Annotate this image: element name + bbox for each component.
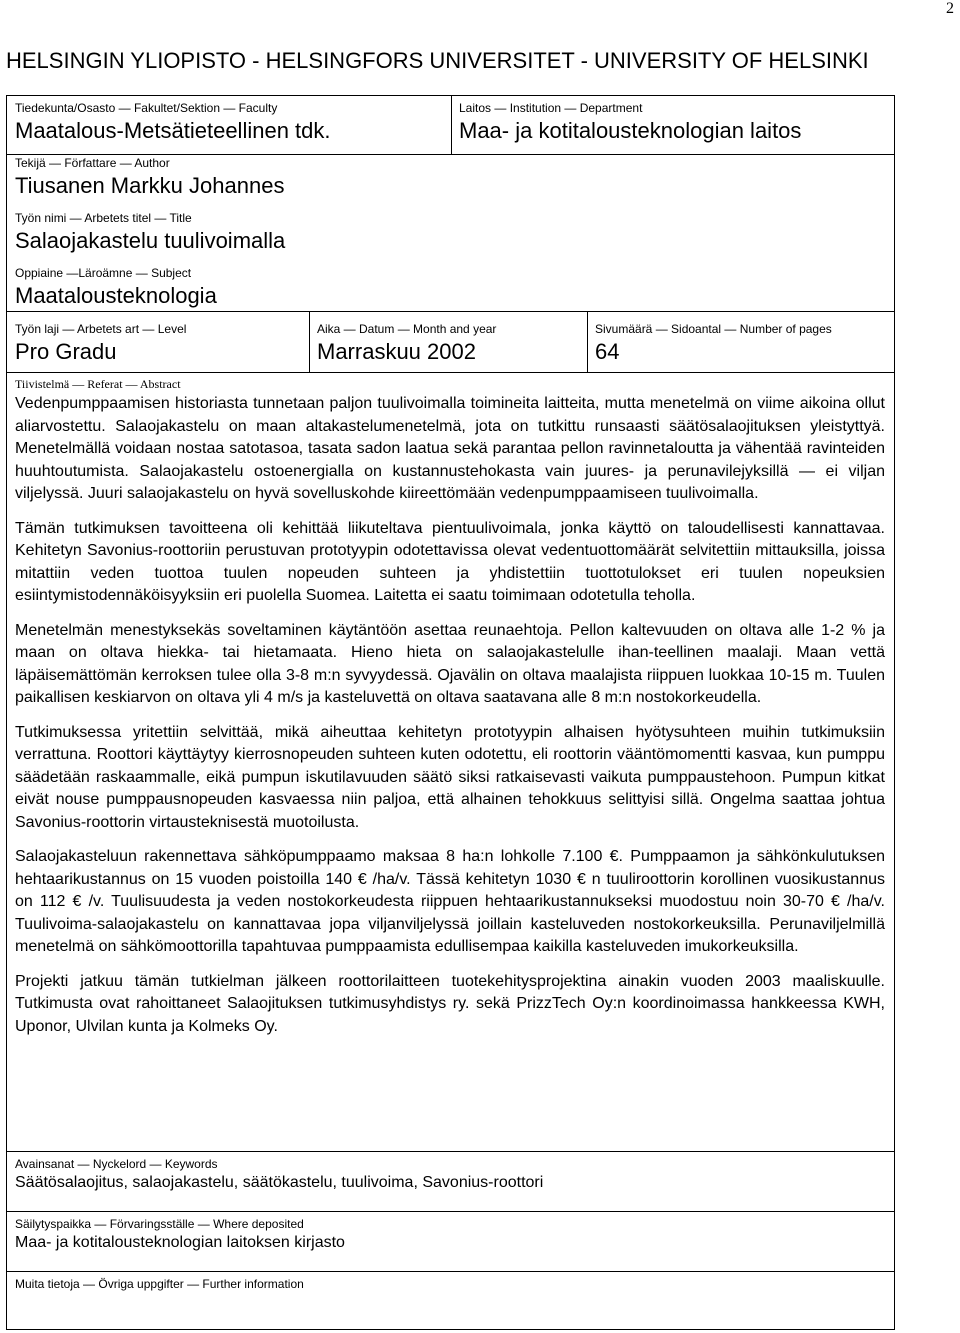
row-divider — [7, 1271, 894, 1272]
row-divider — [7, 1211, 894, 1212]
author-value: Tiusanen Markku Johannes — [15, 173, 285, 198]
abstract-paragraph: Salaojakasteluun rakennettava sähköpumppaamo maksaa 8 ha:n lohkolle 7.100 €. Pumppaamon ja sähkönkulutuksen hehtaarikustannus on 15 vuoden poistoilla 140 € /ha/v. Tässä kehitetyn 1030 € n tuuliroottorin korollinen vuosikustannus on 112 € /v. Tuulisuudesta ja veden nostokorkeudesta riippuen hehtaarikustannukseksi muodostuu noin 30-70 € /ha/v. Tuulivoima-salaojakastelu on kannattavaa jopa viljanviljelyssä joillain kasteluveden nostokorkeuksilla. Perunaviljelmillä menetelmä on sähkömoottorilla tapahtuvaa pumppaamista edullisempaa kaikilla kasteluveden imukorkeuksilla. — [15, 848, 885, 955]
abstract-form — [6, 95, 895, 1330]
department-value: Maa- ja kotitalousteknologian laitos — [459, 118, 802, 143]
abstract-paragraph: Vedenpumppaamisen historiasta tunnetaan paljon tuulivoimalla toimineita laitteita, mutta menetelmä on viime aikoina ollut aliarvostettu. Salaojakastelu on maan altakastelumenetelmä, jota on tutkittu runsaasti säätösalaojituksen yleistyttyä. Menetelmällä voidaan nostaa satotasoa, tasata sadon laatua sekä parantaa pellon ravinnetaloutta ja vähentää ravinteiden huuhtoutumista. Salaojakastelu ostoenergialla on kustannustehokasta vain juures- ja perunavilejyksillä — ei viljan viljelyssä. Juuri salaojakastelu on hyvä sovelluskohde kiireettömään vedenpumppaamiseen tuulivoimalla. — [15, 395, 885, 502]
row-divider — [7, 311, 894, 312]
abstract-paragraph: Projekti jatkuu tämän tutkielman jälkeen roottorilaitteen tuotekehitysprojektina ainakin vuoden 2003 maaliskuulle. Tutkimusta ovat rahoittaneet Salaojituksen tutkimusyhdistys ry. sekä PrizzTech Oy:n koordinoimassa hankkeessa KWH, Uponor, Ulvilan kunta ja Kolmeks Oy. — [15, 972, 885, 1035]
faculty-value: Maatalous-Metsätieteellinen tdk. — [15, 118, 331, 143]
divider-faculty-department — [451, 96, 452, 154]
divider-date-pages — [587, 311, 588, 372]
pages-value: 64 — [595, 339, 620, 364]
divider-level-date — [309, 311, 310, 372]
date-value: Marraskuu 2002 — [317, 339, 476, 364]
abstract-label: Tiivistelmä — Referat — Abstract — [15, 377, 181, 391]
row-divider — [7, 1151, 894, 1152]
abstract-paragraph: Tutkimuksessa yritettiin selvittää, mikä aiheuttaa kehitetyn prototyypin alhaisen hyötysuhteen muihin tutkimuksiin verrattuna. Roottori käyttäytyy kierrosnopeuden suhteen kuten odotettu, eli roottorin vääntömomentti kasvaa, kun pumppu säädetään raskaammalle, eikä pumpun iskutilavuuden säätö siksi ratkaisevasti vaikuta pumppaustehoon. Pumpun kitkat eivät nouse pumppausnopeuden kasvaessa niin paljoa, että alhainen tehokkuus selittyisi sillä. Ongelma saattaa johtua Savonius-roottorin virtausteknisestä muotoilusta. — [15, 723, 885, 831]
row-divider — [7, 372, 894, 373]
subject-value: Maatalousteknologia — [15, 283, 217, 308]
title-label: Työn nimi — Arbetets titel — Title — [15, 211, 192, 225]
abstract-paragraph: Tämän tutkimuksen tavoitteena oli kehittää liikuteltava pientuulivoimala, jonka käyttö on taloudellisesti kannattavaa. Kehitetyn Savonius-roottoriin perustuvan prototyypin odotettavissa olevat vedentuottomäärät selvitettiin mittauksilla, joissa mitattiin veden tuottoa tuulen nopeuden suhteen ja yhdistettiin tuottotulokset eri tuulen nopeuksien esiintymistodennäköisyyksiin eri puolella Suomea. Laitetta ei saatu toimimaan odotetulla teholla. — [15, 519, 885, 604]
date-label: Aika — Datum — Month and year — [317, 322, 497, 336]
deposited-value: Maa- ja kotitalousteknologian laitoksen kirjasto — [15, 1234, 345, 1251]
keywords-value: Säätösalaojitus, salaojakastelu, säätökastelu, tuulivoima, Savonius-roottori — [15, 1174, 544, 1191]
level-value: Pro Gradu — [15, 339, 117, 364]
pages-label: Sivumäärä — Sidoantal — Number of pages — [595, 322, 832, 336]
abstract-body — [15, 393, 885, 1050]
level-label: Työn laji — Arbetets art — Level — [15, 322, 187, 336]
abstract-paragraph: Menetelmän menestyksekäs soveltaminen käytäntöön asettaa reunaehtoja. Pellon kaltevuuden on oltava alle 1-2 % ja maan on oltava hiekka- tai hietamaata. Hieno hieta on salaojakastelulle ihan-teellinen maalaji. Maan vettä läpäisemättömän kerroksen tulee olla 3-8 m:n syvyydessä. Ojavälin on oltava maalajista riippuen luokkaa 10-15 m. Tuulen paikallisen keskiarvon on oltava yli 4 m/s ja kasteluvettä on oltava saatavana alle 8 m:n nostokorkeudella. — [15, 621, 885, 706]
keywords-label: Avainsanat — Nyckelord — Keywords — [15, 1157, 218, 1171]
subject-label: Oppiaine —Läroämne — Subject — [15, 266, 192, 280]
row-divider — [7, 154, 894, 155]
title-value: Salaojakastelu tuulivoimalla — [15, 228, 286, 253]
page-number: 2 — [946, 0, 954, 17]
further-label: Muita tietoja — Övriga uppgifter — Further information — [15, 1277, 304, 1291]
author-label: Tekijä — Författare — Author — [15, 156, 170, 170]
university-header: HELSINGIN YLIOPISTO - HELSINGFORS UNIVERSITET - UNIVERSITY OF HELSINKI — [6, 48, 869, 73]
department-label: Laitos — Institution — Department — [459, 101, 643, 115]
faculty-label: Tiedekunta/Osasto — Fakultet/Sektion — Faculty — [15, 101, 278, 115]
deposited-label: Säilytyspaikka — Förvaringsställe — Where deposited — [15, 1217, 304, 1231]
